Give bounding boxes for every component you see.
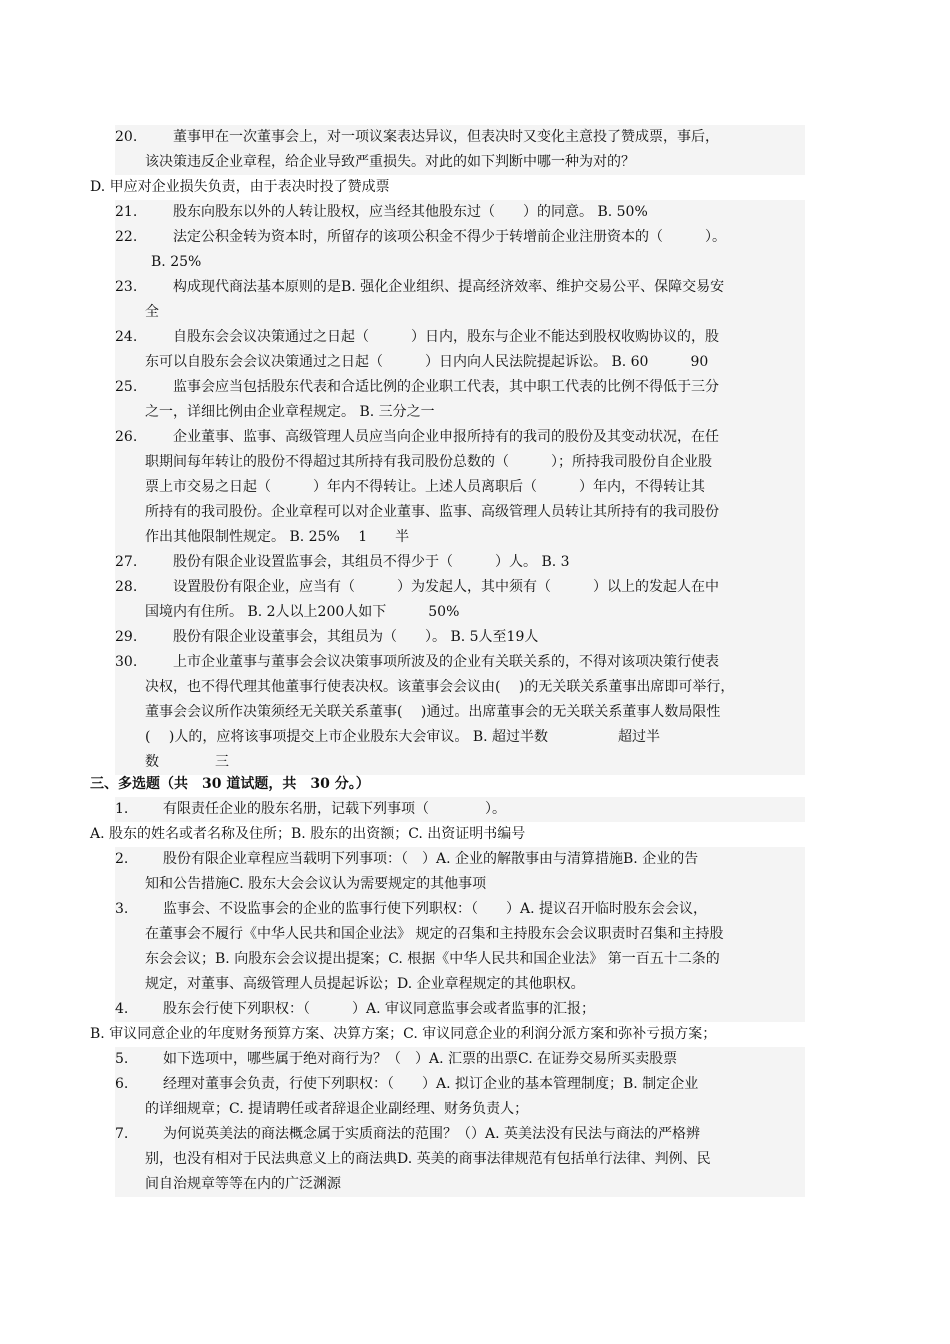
question-text: 东可以自股东会会议决策通过之日起（ ）日内向人民法院提起诉讼。 B. 60 90 [145,354,709,370]
question-number: 23. [115,279,138,295]
question-25 [115,375,805,425]
question-text: 监事会应当包括股东代表和合适比例的企业职工代表，其中职工代表的比例不得低于三分 [173,379,719,395]
question-text: 企业董事、监事、高级管理人员应当向企业申报所持有的我司的股份及其变动状况，在任 [173,429,719,445]
question-27 [115,550,805,575]
question-28 [115,575,805,625]
question-number: 30. [115,654,138,670]
question-21 [115,200,805,225]
question-text: 知和公告措施C. 股东大会会议认为需要规定的其他事项 [145,876,487,892]
question-22 [115,225,805,275]
question-20 [115,125,805,175]
multi-question-4 [115,997,805,1022]
multi-question-2 [115,847,805,897]
question-text: 的详细规章；C. 提请聘任或者辞退企业副经理、财务负责人； [145,1101,529,1117]
question-number: 22. [115,229,138,245]
question-text: 职期间每年转让的股份不得超过其所持有我司股份总数的（ ）；所持我司股份自企业股 [145,454,712,470]
question-text: 所持有的我司股份。企业章程可以对企业董事、监事、高级管理人员转让其所持有的我司股份 [145,504,719,520]
multi-question-3 [115,897,805,997]
question-text: 构成现代商法基本原则的是B. 强化企业组织、提高经济效率、维护交易公平、保障交易安 [173,279,725,295]
question-text: 设置股份有限企业，应当有（ ）为发起人，其中须有（ ）以上的发起人在中 [173,579,719,595]
question-29 [115,625,805,650]
section-heading: 三、多选题（共 30 道试题，共 30 分。） [90,776,370,792]
question-number: 2. [115,851,129,867]
question-26 [115,425,805,550]
question-text: 国境内有住所。 B. 2人以上200人如下 50% [145,604,460,620]
question-text: 如下选项中，哪些属于绝对商行为？（ ）A. 汇票的出票C. 在证券交易所买卖股票 [163,1051,678,1067]
question-number: 5. [115,1051,129,1067]
question-number: 26. [115,429,138,445]
question-23 [115,275,805,325]
question-text: ( )人的，应将该事项提交上市企业股东大会审议。 B. 超过半数 超过半 [145,729,661,745]
multi-question-5 [115,1047,805,1072]
question-text: 监事会、不设监事会的企业的监事行使下列职权：（ ）A. 提议召开临时股东会会议， [163,901,708,917]
question-text: 作出其他限制性规定。 B. 25% 1 半 [145,529,410,545]
question-text: 股东向股东以外的人转让股权，应当经其他股东过（ ）的同意。 B. 50% [173,204,648,220]
question-number: 3. [115,901,129,917]
question-text: 为何说英美法的商法概念属于实质商法的范围？（）A. 英美法没有民法与商法的严格辨 [163,1126,701,1142]
multi-question-1 [115,797,805,822]
question-text: 股份有限企业章程应当载明下列事项：（ ）A. 企业的解散事由与清算措施B. 企业的告 [163,851,699,867]
question-text: 有限责任企业的股东名册，记载下列事项（ ）。 [163,801,506,817]
question-number: 24. [115,329,138,345]
question-number: 21. [115,204,138,220]
question-number: 27. [115,554,138,570]
question-text: 间自治规章等等在内的广泛渊源 [145,1176,341,1192]
question-text: 全 [145,304,159,320]
question-number: 29. [115,629,138,645]
question-number: 28. [115,579,138,595]
question-text: 之一，详细比例由企业章程规定。 B. 三分之一 [145,404,435,420]
question-24 [115,325,805,375]
answer-line: A. 股东的姓名或者名称及住所；B. 股东的出资额；C. 出资证明书编号 [90,826,526,842]
question-text: 在董事会不履行《中华人民共和国企业法》 规定的召集和主持股东会会议职责时召集和主持股 [145,926,724,942]
question-number: 4. [115,1001,129,1017]
question-text: 东会会议；B. 向股东会会议提出提案；C. 根据《中华人民共和国企业法》 第一百五十二条的 [145,951,720,967]
question-text: 董事会会议所作决策须经无关联关系董事( )通过。出席董事会的无关联关系董事人数局限性 [145,704,721,720]
question-text: B. 25% [151,254,202,270]
question-number: 7. [115,1126,129,1142]
question-30 [115,650,805,775]
question-text: 自股东会会议决策通过之日起（ ）日内，股东与企业不能达到股权收购协议的，股 [173,329,719,345]
question-number: 1. [115,801,129,817]
answer-line: B. 审议同意企业的年度财务预算方案、决算方案；C. 审议同意企业的利润分派方案和弥补亏损方案； [90,1026,717,1042]
multi-question-6 [115,1072,805,1122]
question-text: 别，也没有相对于民法典意义上的商法典D. 英美的商事法律规范有包括单行法律、判例、民 [145,1151,711,1167]
question-text: 票上市交易之日起（ ）年内不得转让。上述人员离职后（ ）年内，不得转让其 [145,479,705,495]
question-text: 该决策违反企业章程，给企业导致严重损失。对此的如下判断中哪一种为对的？ [145,154,635,170]
multi-question-7 [115,1122,805,1197]
question-text: 法定公积金转为资本时，所留存的该项公积金不得少于转增前企业注册资本的（ ）。 [173,229,726,245]
question-text: 决权，也不得代理其他董事行使表决权。该董事会会议由( )的无关联关系董事出席即可举行， [145,679,735,695]
question-text: 股份有限企业设董事会，其组员为（ ）。 B. 5人至19人 [173,629,539,645]
question-text: 经理对董事会负责，行使下列职权：（ ）A. 拟订企业的基本管理制度；B. 制定企业 [163,1076,699,1092]
question-text: 上市企业董事与董事会会议决策事项所波及的企业有关联关系的，不得对该项决策行使表 [173,654,719,670]
question-text: 数 三 [145,754,229,770]
question-text: 股份有限企业设置监事会，其组员不得少于（ ）人。 B. 3 [173,554,570,570]
question-number: 25. [115,379,138,395]
question-number: 20. [115,129,138,145]
question-text: 股东会行使下列职权：（ ）A. 审议同意监事会或者监事的汇报； [163,1001,596,1017]
question-number: 6. [115,1076,129,1092]
answer-line: D. 甲应对企业损失负责，由于表决时投了赞成票 [90,179,390,195]
question-text: 董事甲在一次董事会上，对一项议案表达异议，但表决时又变化主意投了赞成票，事后， [173,129,719,145]
question-text: 规定，对董事、高级管理人员提起诉讼；D. 企业章程规定的其他职权。 [145,976,585,992]
